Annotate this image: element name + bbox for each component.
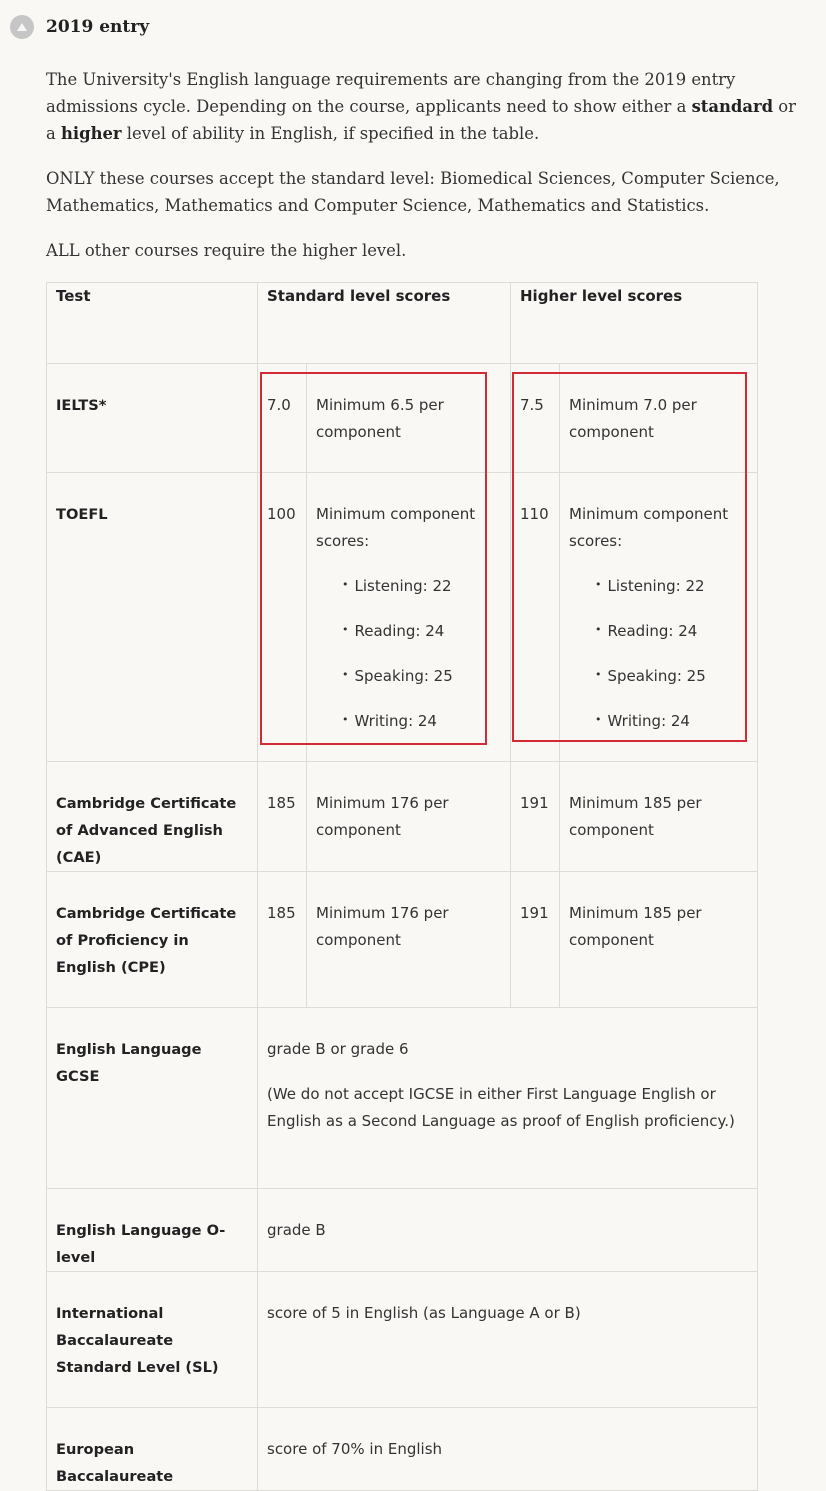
list-item: • Listening: 22 <box>342 573 501 600</box>
requirement-value: score of 70% in English <box>267 1440 443 1458</box>
standard-note: Minimum component scores: <box>316 505 476 550</box>
higher-score: 191 <box>520 904 549 922</box>
bullet-icon: • <box>595 578 602 591</box>
standard-score: 185 <box>267 794 296 812</box>
standard-score: 100 <box>267 505 296 523</box>
standard-score: 7.0 <box>267 396 291 414</box>
section-header[interactable] <box>10 14 149 40</box>
intro-paragraph-3: ALL other courses require the higher level. <box>46 241 407 260</box>
requirement-note: (We do not accept IGCSE in either First Language English or English as a Second Language as proof of English proficiency.) <box>267 1085 735 1130</box>
standard-component-list <box>316 573 501 735</box>
bullet-icon: • <box>342 623 349 636</box>
bullet-icon: • <box>595 713 602 726</box>
list-item: • Listening: 22 <box>595 573 748 600</box>
list-item: • Reading: 24 <box>595 618 748 645</box>
higher-note: Minimum 185 per component <box>569 794 702 839</box>
list-item: • Speaking: 25 <box>342 663 501 690</box>
table-row <box>47 473 758 762</box>
higher-score: 191 <box>520 794 549 812</box>
bullet-icon: • <box>595 623 602 636</box>
table-row <box>47 762 758 872</box>
bullet-icon: • <box>342 668 349 681</box>
section-title: 2019 entry <box>46 17 150 37</box>
intro-text <box>46 66 806 282</box>
table-row <box>47 364 758 473</box>
standard-note: Minimum 176 per component <box>316 904 449 949</box>
requirement-value: grade B or grade 6 <box>267 1040 409 1058</box>
collapse-toggle-button[interactable] <box>10 15 34 39</box>
higher-score: 110 <box>520 505 549 523</box>
test-name: English Language GCSE <box>56 1041 202 1085</box>
intro-paragraph-1: The University's English language requirements are changing from the 2019 entry admissions cycle. Depending on the course, applicants need to show either a standard or a higher level of ability in English, if specified in the table. <box>46 70 796 143</box>
higher-term: higher <box>60 124 122 143</box>
bullet-icon: • <box>342 578 349 591</box>
higher-component-list <box>569 573 748 735</box>
table-row <box>47 872 758 1008</box>
higher-note: Minimum 185 per component <box>569 904 702 949</box>
bullet-icon: • <box>595 668 602 681</box>
table-row <box>47 1272 758 1408</box>
table-header-row <box>47 283 758 364</box>
list-item: • Speaking: 25 <box>595 663 748 690</box>
header-standard: Standard level scores <box>267 287 451 305</box>
standard-note: Minimum 6.5 per component <box>316 396 444 441</box>
table-row <box>47 1408 758 1491</box>
requirement-value: grade B <box>267 1221 326 1239</box>
test-name: English Language O-level <box>56 1222 226 1266</box>
test-name: European Baccalaureate <box>56 1441 174 1485</box>
higher-note: Minimum 7.0 per component <box>569 396 697 441</box>
test-name: Cambridge Certificate of Proficiency in English (CPE) <box>56 905 237 976</box>
standard-score: 185 <box>267 904 296 922</box>
list-item: • Writing: 24 <box>595 708 748 735</box>
chevron-up-icon <box>16 22 28 32</box>
standard-note: Minimum 176 per component <box>316 794 449 839</box>
requirements-table <box>46 282 758 1491</box>
header-test: Test <box>56 287 91 305</box>
requirement-value: score of 5 in English (as Language A or B) <box>267 1304 581 1322</box>
table-row <box>47 1189 758 1272</box>
test-name: Cambridge Certificate of Advanced English (CAE) <box>56 795 237 866</box>
bullet-icon: • <box>342 713 349 726</box>
standard-term: standard <box>691 97 774 116</box>
higher-score: 7.5 <box>520 396 544 414</box>
higher-note: Minimum component scores: <box>569 505 729 550</box>
test-name: TOEFL <box>56 506 108 523</box>
list-item: • Writing: 24 <box>342 708 501 735</box>
test-name: International Baccalaureate Standard Level (SL) <box>56 1305 219 1376</box>
header-higher: Higher level scores <box>520 287 683 305</box>
table-row <box>47 1008 758 1189</box>
list-item: • Reading: 24 <box>342 618 501 645</box>
intro-paragraph-2: ONLY these courses accept the standard level: Biomedical Sciences, Computer Science, Mathematics, Mathematics and Computer Science, Mathematics and Statistics. <box>46 169 780 215</box>
test-name: IELTS* <box>56 397 107 414</box>
